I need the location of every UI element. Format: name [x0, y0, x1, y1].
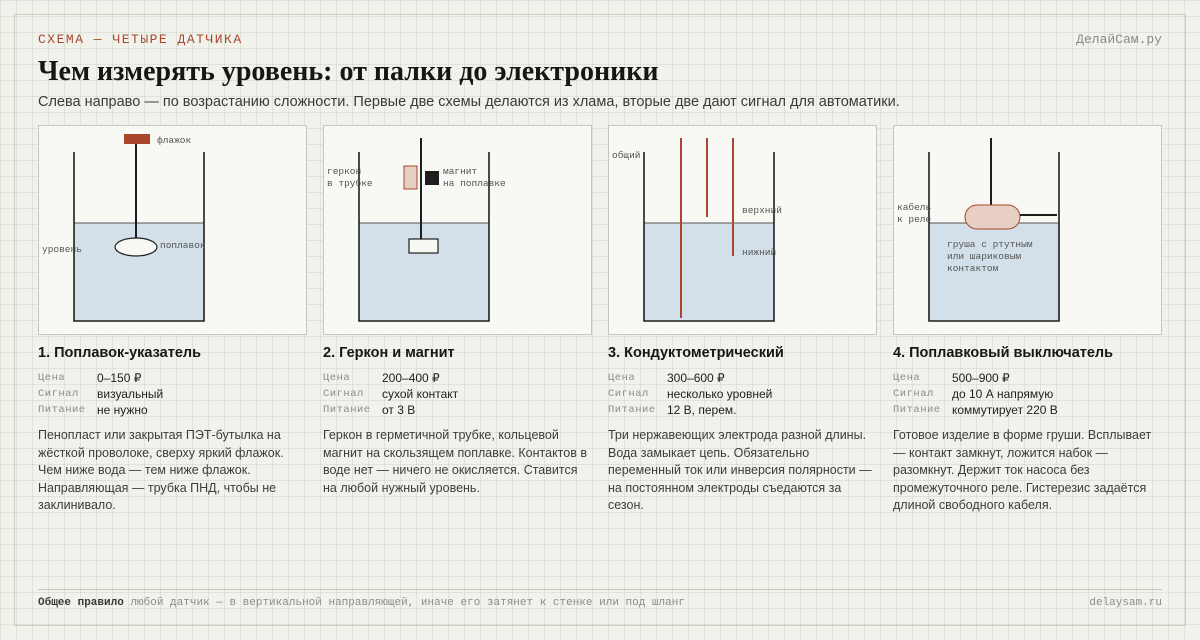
spec-value: 200–400 ₽: [382, 371, 440, 385]
sliding-float: [409, 239, 438, 253]
spec-label: Цена: [323, 372, 351, 384]
spec-label: Сигнал: [893, 388, 934, 400]
reed-magnet-diagram: [324, 126, 592, 335]
card-title: 1. Поплавок-указатель: [38, 345, 202, 361]
diagram-panel: [323, 125, 592, 335]
card-float-switch: [893, 125, 1162, 515]
spec-label: Сигнал: [38, 388, 79, 400]
spec-row: [893, 370, 1162, 386]
water: [644, 223, 777, 321]
diagram-panel: [893, 125, 1162, 335]
spec-label: Сигнал: [323, 388, 364, 400]
label-bulb-line3: контактом: [947, 263, 999, 274]
diagram-panel: [38, 125, 307, 335]
label-flag: флажок: [157, 135, 192, 146]
spec-row: [608, 402, 877, 418]
spec-value: 500–900 ₽: [952, 371, 1010, 385]
footer-note: [38, 597, 685, 609]
label-common: общий: [612, 150, 641, 161]
spec-value: коммутирует 220 В: [952, 403, 1058, 417]
footer-rule-label: Общее правило: [38, 597, 124, 609]
float: [115, 238, 157, 256]
label-bulb-line1: груша с ртутным: [947, 239, 1033, 250]
page-subtitle: Слева направо — по возрастанию сложности. Первые две схемы делаются из хлама, вторые две дают сигнал для автоматики.: [38, 94, 900, 110]
spec-value: сухой контакт: [382, 387, 459, 401]
spec-value: визуальный: [97, 387, 164, 401]
card-conductometric: [608, 125, 877, 515]
label-float: поплавок: [160, 240, 206, 251]
card-reed-magnet: [323, 125, 592, 497]
label-cable-line2: к реле: [897, 214, 932, 225]
spec-row: [38, 402, 307, 418]
spec-row: [323, 370, 592, 386]
diagram-panel: [608, 125, 877, 335]
card-description: Готовое изделие в форме груши. Всплывает — контакт замкнут, ложится набок — разомкнут. Держит ток насоса без промежуточного реле. Гистерезис задаётся длиной свободного кабеля.: [893, 428, 1152, 513]
footer-url: delaysam.ru: [1089, 597, 1162, 609]
label-level: уровень: [42, 244, 82, 255]
spec-row: [608, 370, 877, 386]
spec-label: Цена: [608, 372, 636, 384]
label-upper: верхний: [742, 205, 782, 216]
label-cable-line1: кабель: [897, 202, 932, 213]
spec-row: [893, 402, 1162, 418]
kicker: СХЕМА — ЧЕТЫРЕ ДАТЧИКА: [38, 32, 243, 47]
brand-name: ДелайСам.ру: [1076, 32, 1162, 47]
spec-row: [608, 386, 877, 402]
spec-list: [323, 370, 592, 418]
spec-label: Питание: [38, 404, 86, 416]
card-float-indicator: [38, 125, 307, 515]
spec-label: Цена: [893, 372, 921, 384]
water: [359, 223, 489, 321]
spec-row: [38, 386, 307, 402]
spec-list: [608, 370, 877, 418]
spec-label: Питание: [323, 404, 371, 416]
spec-value: от 3 В: [382, 403, 416, 417]
spec-row: [323, 386, 592, 402]
spec-row: [323, 402, 592, 418]
card-title: 3. Кондуктометрический: [608, 345, 784, 361]
label-bulb-line2: или шариковым: [947, 251, 1022, 262]
card-description: Пенопласт или закрытая ПЭТ-бутылка на жёсткой проволоке, сверху яркий флажок. Чем ниже вода — тем ниже флажок. Направляющая — трубка ПНД, чтобы не заклинивало.: [38, 428, 284, 513]
label-magnet-line2: на поплавке: [443, 178, 506, 189]
spec-value: несколько уровней: [667, 387, 773, 401]
magnet: [425, 171, 439, 185]
spec-label: Питание: [893, 404, 941, 416]
label-reed-line2: в трубке: [327, 178, 373, 189]
footer-rule-text: любой датчик — в вертикальной направляющей, иначе его затянет к стенке или под шланг: [130, 597, 685, 609]
conductometric-diagram: [609, 126, 877, 335]
spec-row: [38, 370, 307, 386]
spec-label: Питание: [608, 404, 656, 416]
card-title: 4. Поплавковый выключатель: [893, 345, 1114, 361]
spec-label: Сигнал: [608, 388, 649, 400]
card-description: Геркон в герметичной трубке, кольцевой магнит на скользящем поплавке. Контактов в воде нет — ничего не окисляется. Ставится на любой нужный уровень.: [323, 428, 587, 495]
spec-list: [38, 370, 307, 418]
reed-switch: [404, 166, 417, 189]
label-magnet-line1: магнит: [443, 166, 478, 177]
float-indicator-diagram: [39, 126, 307, 335]
card-title: 2. Геркон и магнит: [323, 345, 455, 361]
page-title: Чем измерять уровень: от палки до электроники: [38, 56, 659, 87]
spec-list: [893, 370, 1162, 418]
spec-value: не нужно: [97, 403, 148, 417]
spec-value: до 10 А напрямую: [952, 387, 1054, 401]
label-lower: нижний: [742, 247, 777, 258]
spec-label: Цена: [38, 372, 66, 384]
float-switch-diagram: [894, 126, 1162, 335]
flag: [124, 134, 150, 144]
spec-value: 12 В, перем.: [667, 403, 737, 417]
label-reed-line1: геркон: [327, 166, 362, 177]
card-description: Три нержавеющих электрода разной длины. Вода замыкает цепь. Обязательно переменный ток или инверсия полярности — на постоянном электроды съедаются за сезон.: [608, 428, 872, 513]
spec-value: 0–150 ₽: [97, 371, 142, 385]
float-bulb: [965, 205, 1020, 229]
footer-divider: [38, 589, 1162, 590]
spec-row: [893, 386, 1162, 402]
spec-value: 300–600 ₽: [667, 371, 725, 385]
